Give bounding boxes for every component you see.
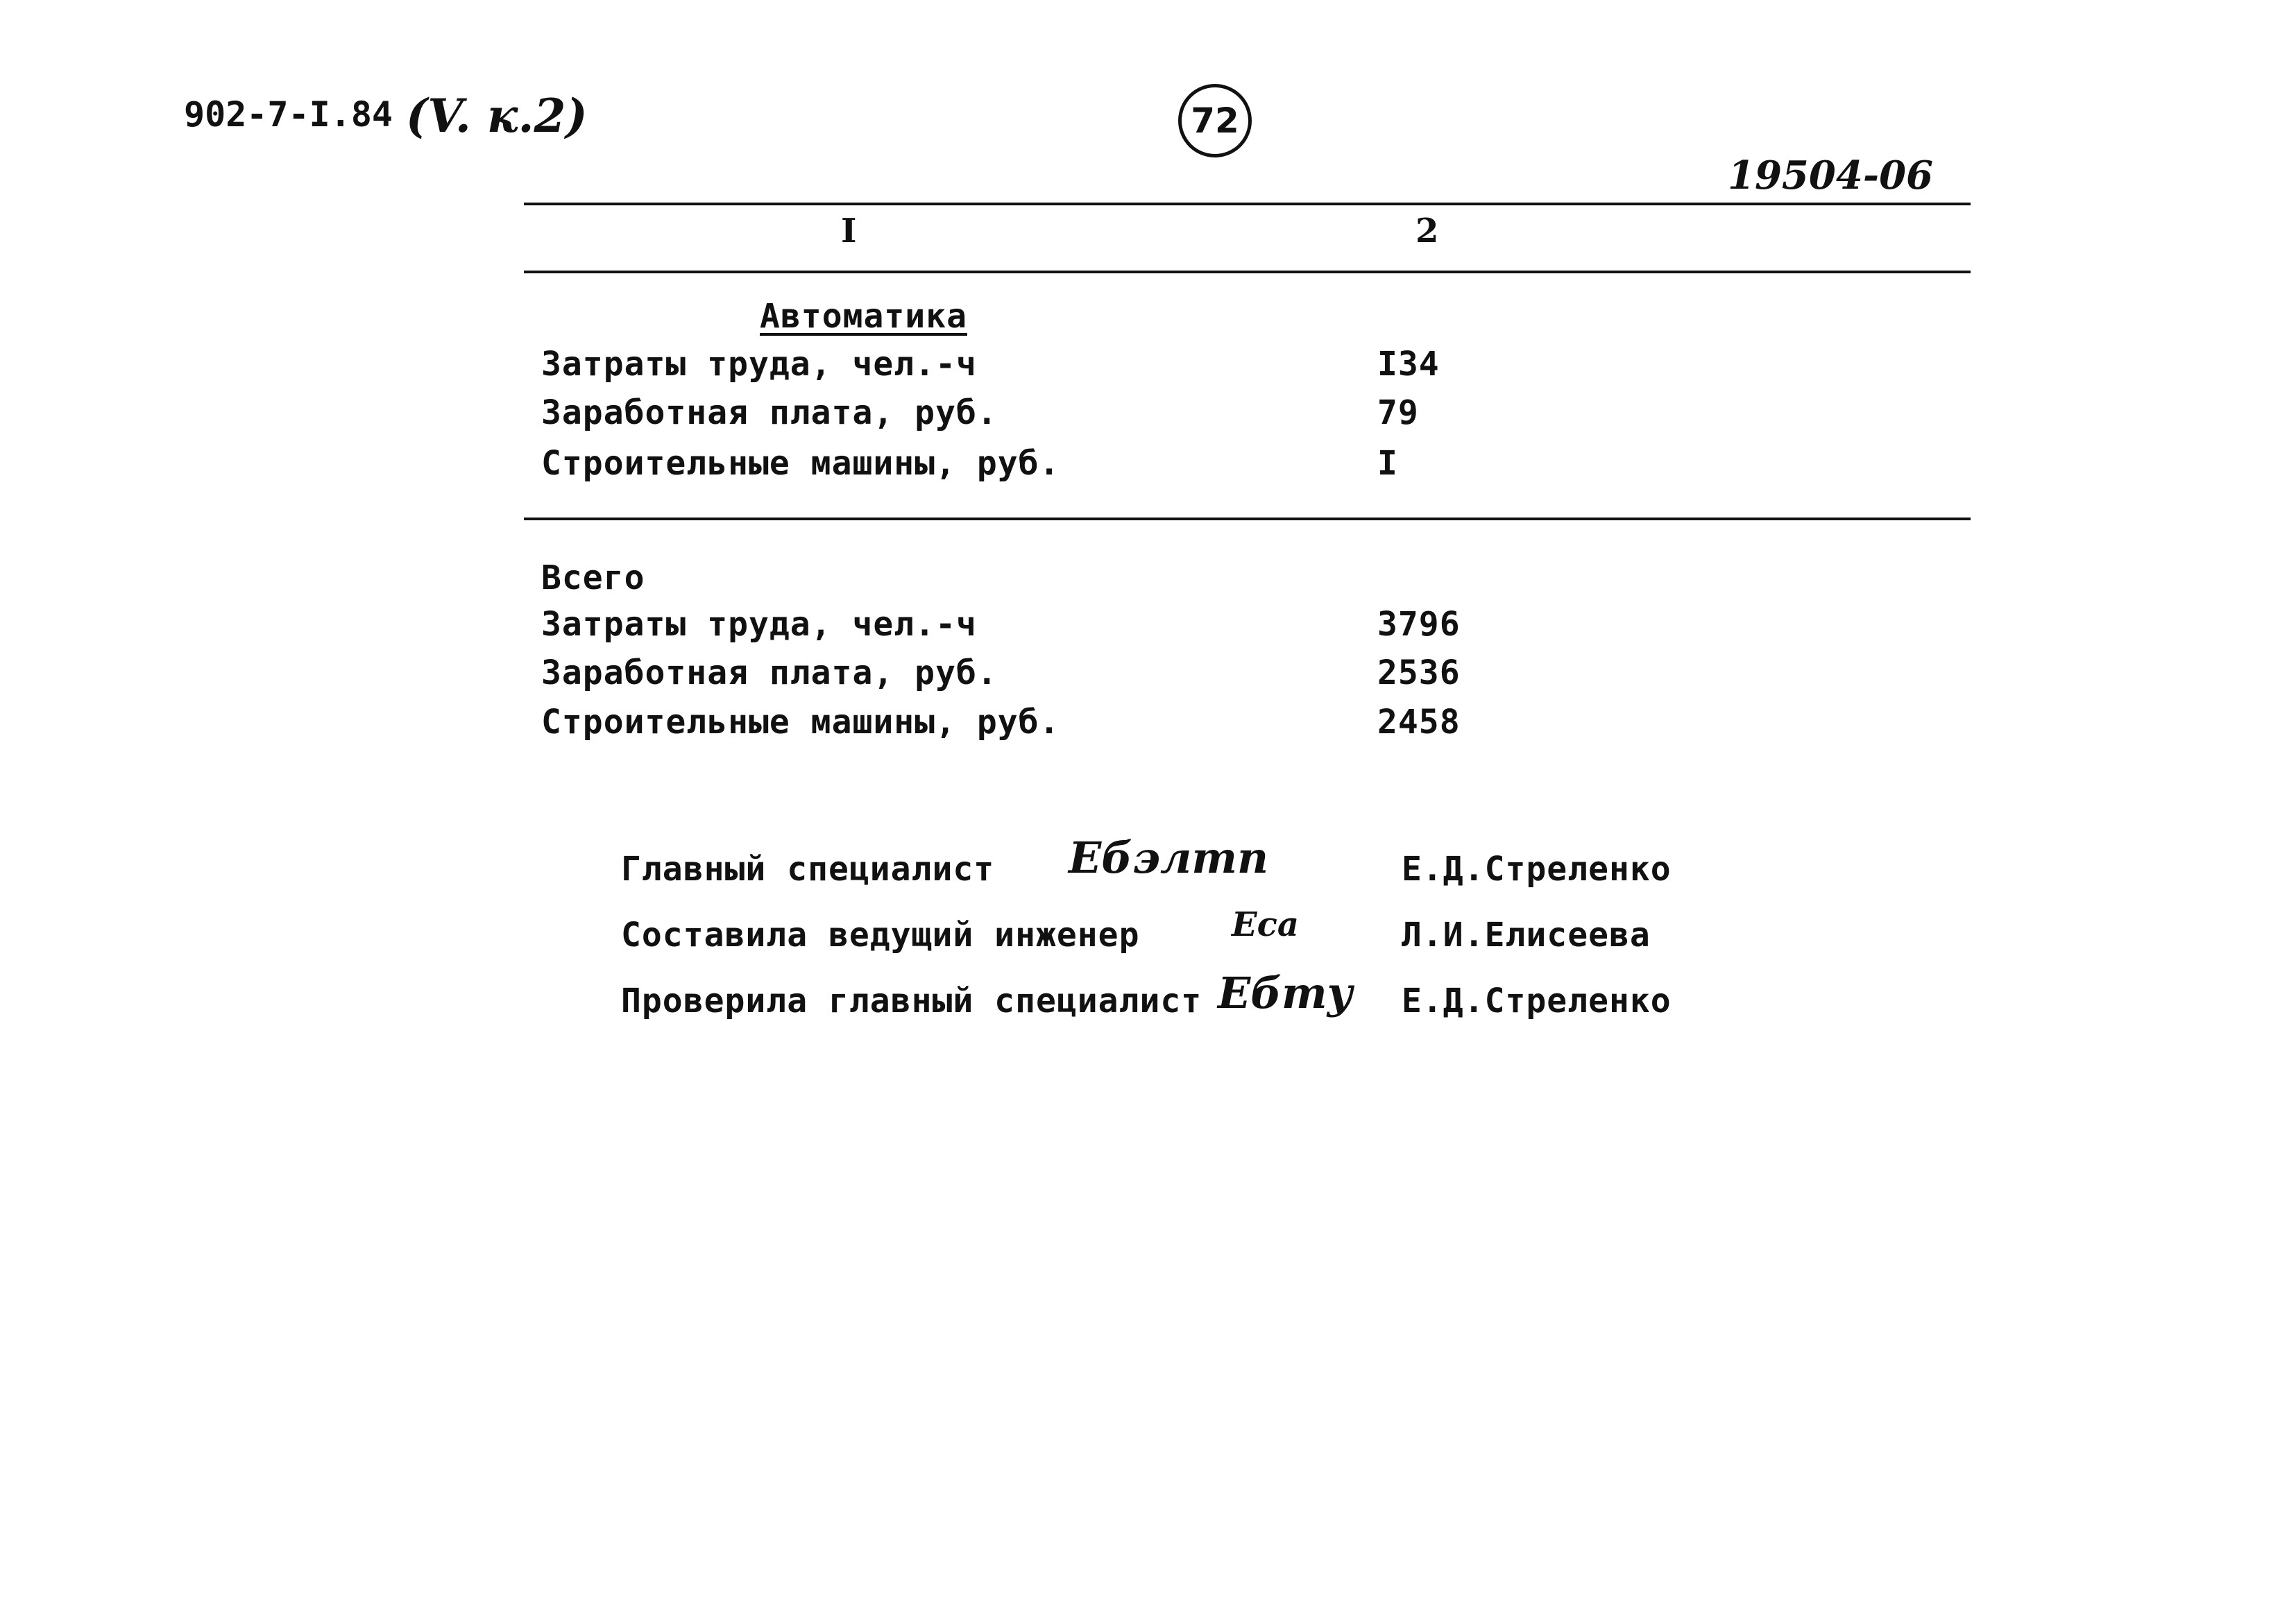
column-header-1: I: [841, 212, 857, 250]
signature-name: Л.И.Елисеева: [1402, 916, 1651, 955]
inventory-number: 19504-06: [1728, 153, 1933, 198]
row-label: Затраты труда, чел.-ч: [541, 605, 977, 644]
row-label: Затраты труда, чел.-ч: [541, 345, 977, 384]
section-divider-rule: [524, 518, 1971, 520]
document-code: 902-7-I.84: [184, 94, 393, 135]
handwritten-signature: Еса: [1232, 905, 1299, 944]
row-value: I: [1377, 444, 1398, 483]
row-label: Строительные машины, руб.: [541, 703, 1060, 742]
signature-role: Составила ведущий инженер: [621, 916, 1140, 955]
row-value: I34: [1377, 345, 1440, 384]
handwritten-annotation: (V. к.2): [406, 89, 588, 143]
handwritten-signature: Ебту: [1218, 968, 1353, 1018]
table-top-rule: [524, 203, 1971, 205]
row-label: Строительные машины, руб.: [541, 444, 1060, 483]
signature-role: Главный специалист: [621, 850, 995, 889]
column-header-2: 2: [1415, 212, 1439, 250]
signature-name: Е.Д.Стреленко: [1402, 982, 1672, 1020]
row-value: 3796: [1377, 605, 1461, 644]
row-label: Заработная плата, руб.: [541, 653, 998, 692]
signature-name: Е.Д.Стреленко: [1402, 850, 1672, 889]
row-label: Заработная плата, руб.: [541, 393, 998, 432]
row-value: 79: [1377, 393, 1419, 432]
page-number: 72: [1191, 101, 1239, 141]
page-number-circle: [1178, 84, 1252, 157]
section-title: Всего: [541, 558, 645, 597]
section-title: Автоматика: [760, 297, 967, 336]
row-value: 2458: [1377, 703, 1461, 742]
row-value: 2536: [1377, 653, 1461, 692]
handwritten-signature: Ебэлтп: [1069, 832, 1269, 883]
header-bottom-rule: [524, 271, 1971, 273]
signature-role: Проверила главный специалист: [621, 982, 1202, 1020]
